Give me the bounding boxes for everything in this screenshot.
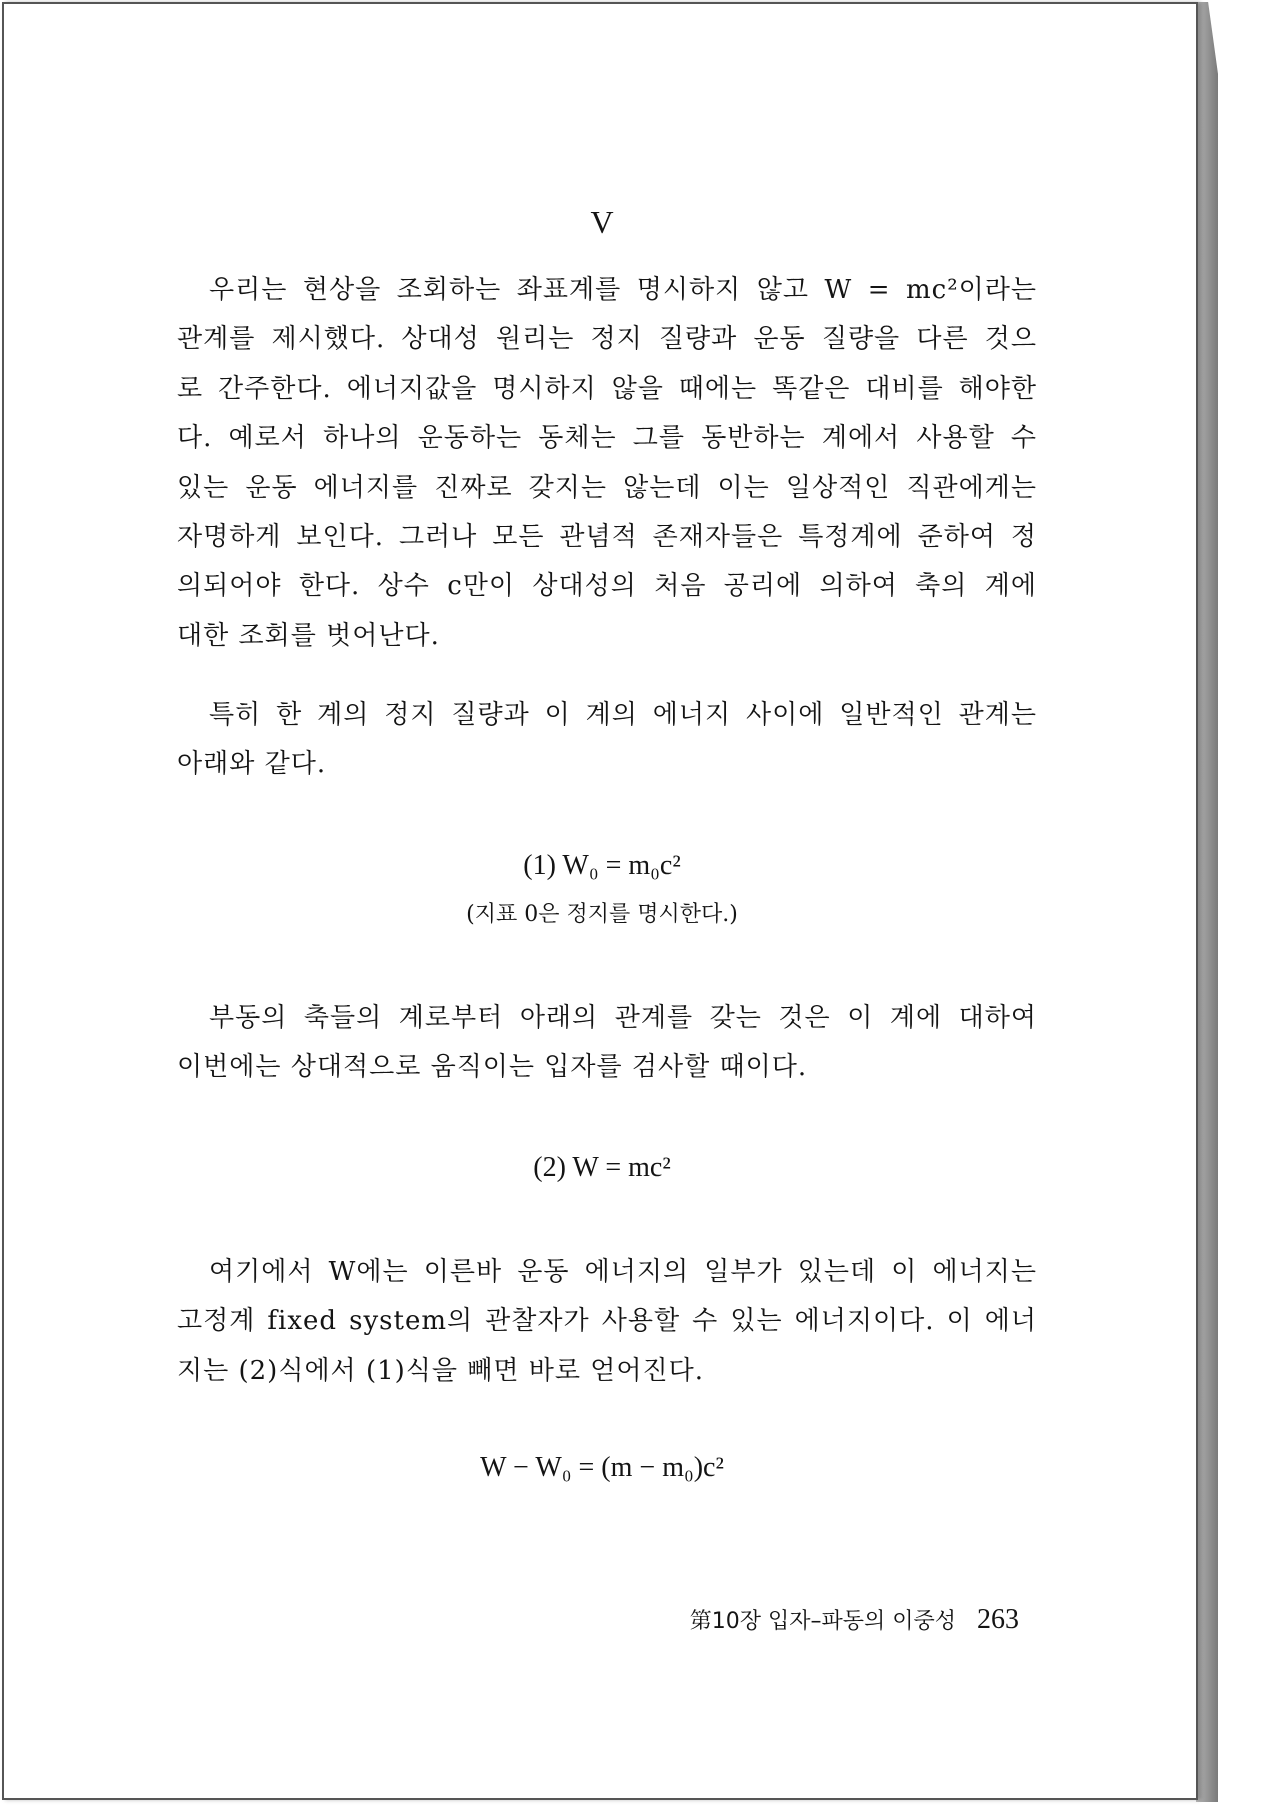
- equation-3: W − W₀ = (m − m₀)c²: [480, 1452, 724, 1483]
- text-line: 여기에서 W에는 이른바 운동 에너지의 일부가 있는데 이 에너지는: [209, 1257, 1037, 1287]
- equation-2: (2) W = mc²: [533, 1152, 671, 1183]
- equation-1-note: (지표 0은 정지를 명시한다.): [466, 902, 738, 927]
- text-line: 특히 한 계의 정지 질량과 이 계의 에너지 사이에 일반적인 관계는: [209, 700, 1037, 730]
- paragraph-4: [177, 1248, 1037, 1396]
- section-heading: V: [590, 204, 614, 240]
- text-line: 의되어야 한다. 상수 c만이 상대성의 처음 공리에 의하여 축의 계에: [177, 571, 1037, 602]
- text-line: 있는 운동 에너지를 진짜로 갖지는 않는데 이는 일상적인 직관에게는: [177, 472, 1037, 503]
- book-page: [2, 2, 1198, 1800]
- equation-1: (1) W₀ = m₀c²: [523, 850, 681, 881]
- paragraph-2: [177, 691, 1037, 790]
- chapter-title: 第10장 입자–파동의 이중성: [689, 1609, 957, 1634]
- page-number: 263: [977, 1604, 1019, 1635]
- text-line: 대한 조회를 벗어난다.: [177, 620, 440, 651]
- text-line: 지는 (2)식에서 (1)식을 빼면 바로 얻어진다.: [177, 1355, 704, 1386]
- paragraph-1: [177, 266, 1037, 661]
- running-footer: [659, 1604, 1019, 1638]
- paragraph-3: [177, 994, 1037, 1093]
- text-line: 우리는 현상을 조회하는 좌표계를 명시하지 않고 W = mc²이라는: [209, 275, 1037, 305]
- background-margin: [1220, 0, 1277, 1806]
- text-line: 아래와 같다.: [177, 749, 327, 780]
- text-line: 자명하게 보인다. 그러나 모든 관념적 존재자들은 특정계에 준하여 정: [177, 522, 1037, 553]
- text-line: 고정계 fixed system의 관찰자가 사용할 수 있는 에너지이다. 이 에너: [177, 1306, 1037, 1337]
- text-line: 관계를 제시했다. 상대성 원리는 정지 질량과 운동 질량을 다른 것으: [177, 324, 1037, 355]
- text-line: 부동의 축들의 계로부터 아래의 관계를 갖는 것은 이 계에 대하여: [209, 1003, 1037, 1033]
- text-line: 이번에는 상대적으로 움직이는 입자를 검사할 때이다.: [177, 1052, 808, 1083]
- text-line: 로 간주한다. 에너지값을 명시하지 않을 때에는 똑같은 대비를 해야한: [177, 373, 1037, 404]
- text-line: 다. 예로서 하나의 운동하는 동체는 그를 동반하는 계에서 사용할 수: [177, 423, 1037, 454]
